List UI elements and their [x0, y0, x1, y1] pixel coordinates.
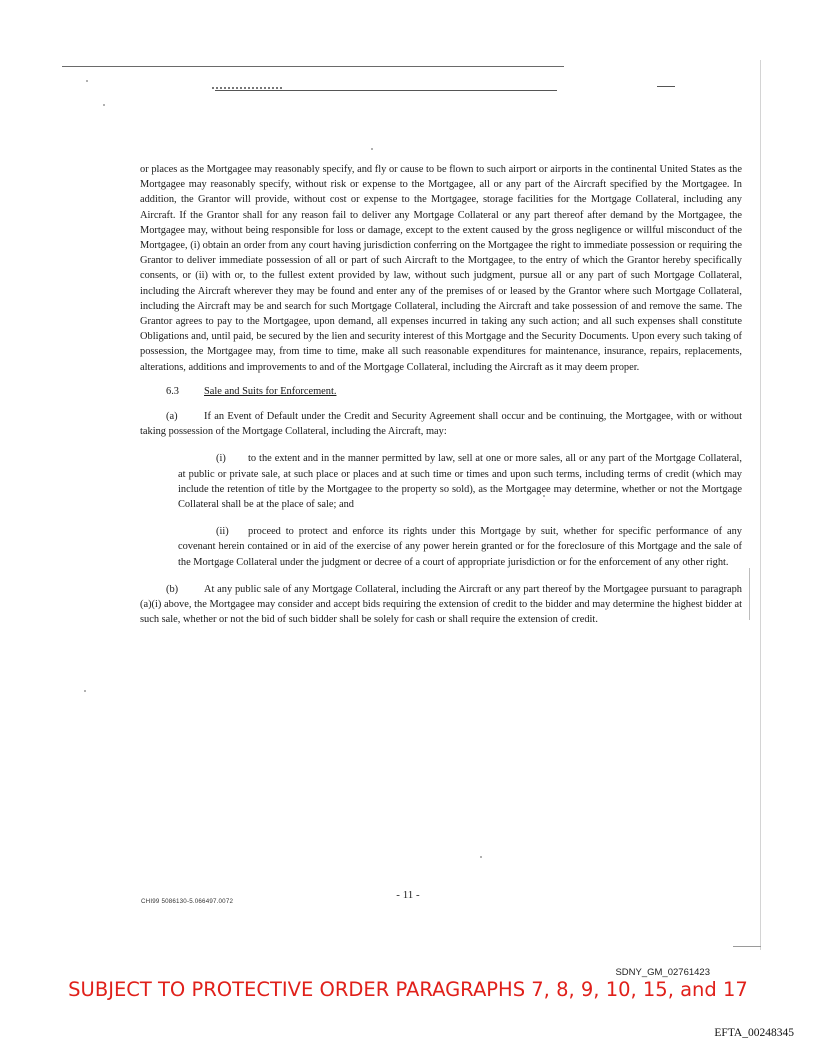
- scan-corner-mark: [733, 946, 761, 947]
- paragraph-a-label: (a): [166, 411, 178, 423]
- subparagraph-ii-text: proceed to protect and enforce its rights under this Mortgage by suit, whether for specific performance of any covenant herein contained or in aid of the exercise of any power herein granted or for the foreclosure of this Mortgage and the sale of the Mortgage Collateral under the judgment or decree of a court of appropriate jurisdiction or for the enforcement of any other right.: [178, 526, 742, 568]
- paragraph-b-text: At any public sale of any Mortgage Collateral, including the Aircraft or any part thereof by the Mortgagee pursuant to paragraph (a)(i) above, the Mortgagee may consider and accept bids requiring the extension of credit to the bidder and may determine the highest bidder at such sale, whether or not the bid of such bidder shall be solely for cash or shall require the extension of credit.: [140, 583, 742, 626]
- page-number: - 11 -: [396, 889, 420, 901]
- paragraph-b-label: (b): [166, 583, 179, 595]
- header-rule: [215, 90, 557, 91]
- section-heading: [140, 384, 742, 399]
- header-mark: [657, 86, 675, 87]
- paragraph-a: [140, 409, 742, 439]
- top-rule: [62, 66, 564, 67]
- subparagraph-i-label: (i): [216, 453, 226, 465]
- efta-number: EFTA_00248345: [714, 1027, 794, 1039]
- subparagraph-i: [140, 451, 742, 512]
- scan-edge-line: [760, 60, 761, 950]
- scan-margin-mark: [749, 568, 750, 620]
- scan-speck: [371, 148, 373, 150]
- document-body: [140, 162, 742, 627]
- scan-speck: [103, 104, 105, 106]
- subparagraph-ii-label: (ii): [216, 526, 229, 538]
- bates-number: SDNY_GM_02761423: [615, 967, 710, 978]
- protective-order-banner: SUBJECT TO PROTECTIVE ORDER PARAGRAPHS 7, 8, 9, 10, 15, and 17: [68, 978, 748, 1001]
- subparagraph-ii: [140, 524, 742, 570]
- document-code: CHI99 5086130-5.066497.0072: [141, 898, 234, 905]
- paragraph-main: or places as the Mortgagee may reasonably specify, and fly or cause to be flown to such airport or airports in the continental United States as the Mortgagee may reasonably specify, without risk or expense to the Mortgagee, all or any part of the Aircraft specified by the Mortgagee. In addition, the Grantor will provide, without cost or expense to the Mortgagee, storage facilities for the Mortgage Collateral, including any Aircraft. If the Grantor shall for any reason fail to deliver any Mortgage Collateral or any part thereof after demand by the Mortgagee, the Mortgagee may, without being responsible for loss or damage, except to the extent caused by the gross negligence or willful misconduct of the Mortgagee, (i) obtain an order from any court having jurisdiction conferring on the Mortgagee the right to immediate possession or requiring the Grantor to deliver immediate possession of all or part of such Aircraft to the Mortgagee, to the entry of which the Grantor hereby specifically consents, or (ii) with or, to the fullest extent provided by law, without such judgment, pursue all or any part of such Mortgage Collateral, including the Aircraft wherever they may be found and enter any of the premises of or leased by the Grantor where such Mortgage Collateral, including the Aircraft may be and search for such Mortgage Collateral, including the Aircraft and take possession of and remove the same. The Grantor agrees to pay to the Mortgagee, upon demand, all expenses incurred in taking any such action; and all such expenses shall constitute Obligations and, until paid, be secured by the lien and security interest of this Mortgage and the Security Documents. Upon every such taking of possession, the Mortgagee may, from time to time, make all such reasonable expenditures for maintenance, insurance, repairs, replacements, alterations, additions and improvements to and of the Mortgage Collateral, including the Aircraft as it may deem proper.: [140, 164, 742, 373]
- scan-speck: [84, 690, 86, 692]
- paragraph-b: [140, 582, 742, 628]
- subparagraph-i-text: to the extent and in the manner permitted by law, sell at one or more sales, all or any part of the Mortgage Collateral, at public or private sale, at such place or places and at such time or times and upon such terms, including terms of credit (which may include the retention of title by the Mortgagee to the property so sold), as the Mortgagee may determine, whether or not the Mortgage Collateral shall be at the place of sale; and: [178, 453, 742, 511]
- section-number: 6.3: [166, 385, 179, 397]
- paragraph-a-text: If an Event of Default under the Credit and Security Agreement shall occur and be continuing, the Mortgagee, with or without taking possession of the Mortgage Collateral, including the Aircraft, may:: [140, 411, 742, 438]
- scan-speck: [480, 856, 482, 858]
- section-title: Sale and Suits for Enforcement.: [204, 385, 337, 397]
- scan-speck: [86, 80, 88, 82]
